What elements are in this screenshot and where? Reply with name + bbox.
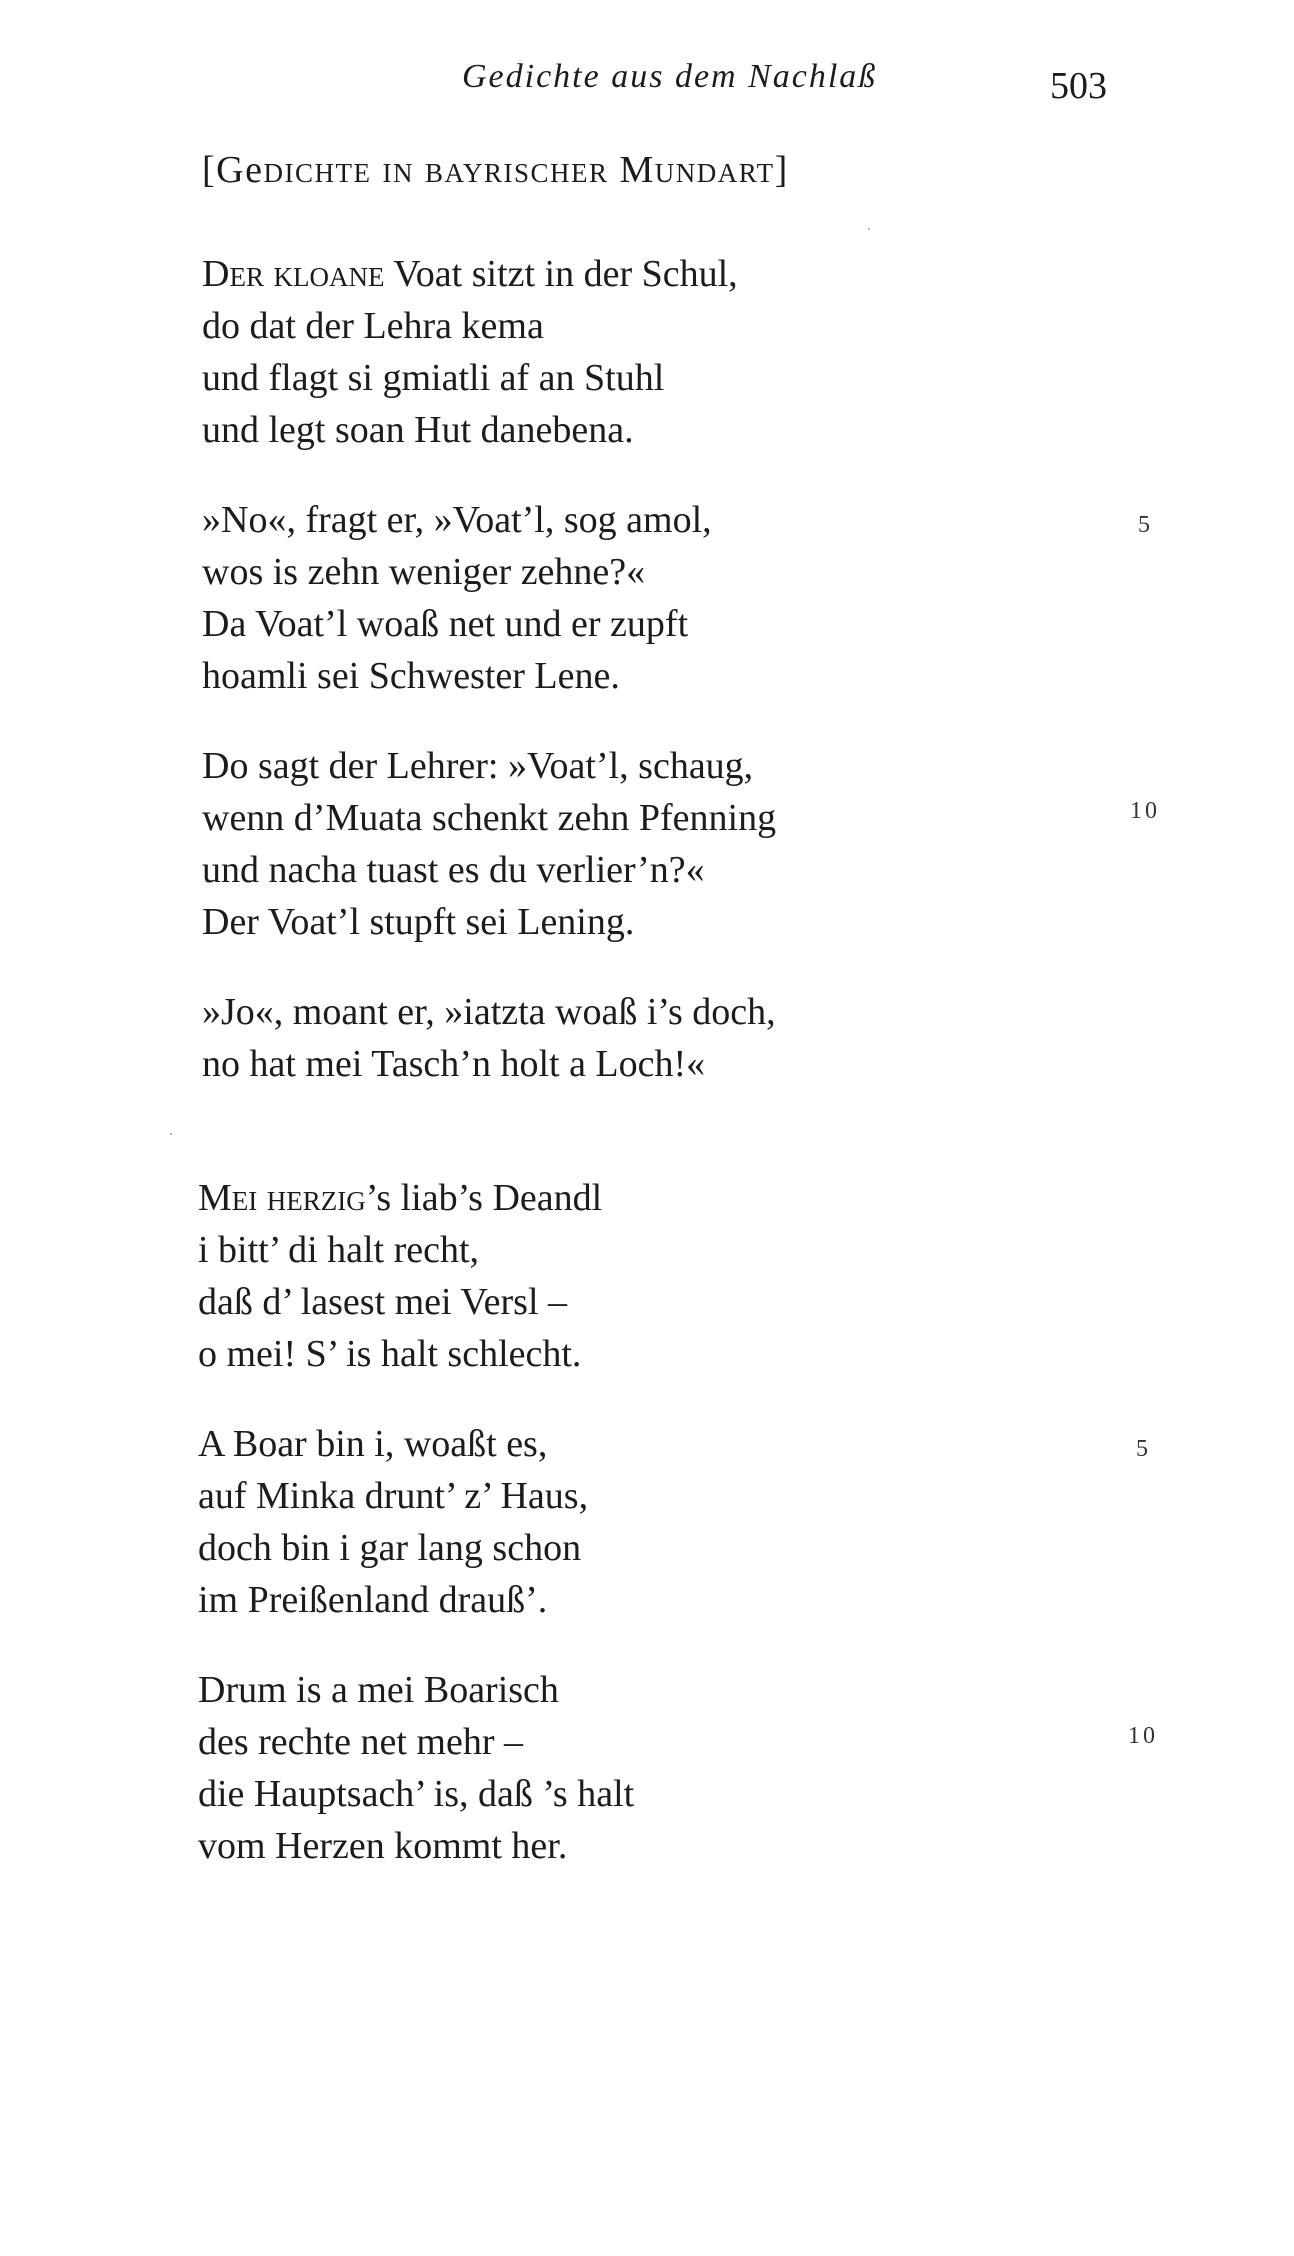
poem-line: »Jo«, moant er, »iatzta woaß i’s doch, [202,991,776,1033]
incipit-initial: D [202,253,230,295]
poem-line: daß d’ lasest mei Versl – [198,1281,568,1323]
poem-line: und flagt si gmiatli af an Stuhl [202,357,665,399]
poem-line: vom Herzen kommt her. [198,1825,568,1867]
page-speck [170,1133,172,1135]
poem-line: »No«, fragt er, »Voat’l, sog amol, [202,499,712,541]
poem-line [198,1172,602,1224]
running-title: Gedichte aus dem Nachlaß [462,58,878,95]
line-number: 5 [1136,1436,1151,1462]
section-bracket-close: ] [774,149,789,191]
poem-line: A Boar bin i, woaßt es, [198,1423,548,1465]
page-number: 503 [1050,65,1107,107]
poem-line: und nacha tuast es du verlier’n?« [202,849,705,891]
poem-line: doch bin i gar lang schon [198,1527,582,1569]
line-text: Voat sitzt in der Schul, [384,253,738,295]
poem-line: no hat mei Tasch’n holt a Loch!« [202,1043,706,1085]
incipit-small-caps: ei herzig [231,1177,366,1219]
poem-line: des rechte net mehr – [198,1721,523,1763]
line-number: 5 [1138,512,1153,538]
poem-line: im Preißenland drauß’. [198,1579,548,1621]
poem-line: und legt soan Hut danebena. [202,409,634,451]
poem-line: auf Minka drunt’ z’ Haus, [198,1475,589,1517]
incipit-initial: M [198,1177,232,1219]
page-speck [868,228,870,230]
section-title-first: Ge [216,149,264,191]
section-title [202,148,789,192]
poem-line: die Hauptsach’ is, daß ’s halt [198,1773,635,1815]
section-bracket-open: [ [202,149,217,191]
line-number: 10 [1130,798,1160,824]
poem-line: hoamli sei Schwester Lene. [202,655,620,697]
poem-line: wenn d’Muata schenkt zehn Pfenning [202,797,777,839]
poem-line: wos is zehn weniger zehne?« [202,551,646,593]
incipit-small-caps: er kloane [229,253,385,295]
poem-line: Drum is a mei Boarisch [198,1669,559,1711]
section-title-cap: M [619,149,655,191]
line-number: 10 [1128,1723,1158,1749]
poem-line: Do sagt der Lehrer: »Voat’l, schaug, [202,745,754,787]
poem-line: do dat der Lehra kema [202,305,544,347]
line-text: ’s liab’s Deandl [365,1177,603,1219]
poem-line: o mei! S’ is halt schlecht. [198,1333,582,1375]
section-title-end: undart [654,149,775,191]
poem-line: Da Voat’l woaß net und er zupft [202,603,689,645]
poem-line: i bitt’ di halt recht, [198,1229,480,1271]
section-title-rest: dichte in bayrischer [263,149,620,191]
poem-line [202,248,738,300]
poem-line: Der Voat’l stupft sei Lening. [202,901,635,943]
